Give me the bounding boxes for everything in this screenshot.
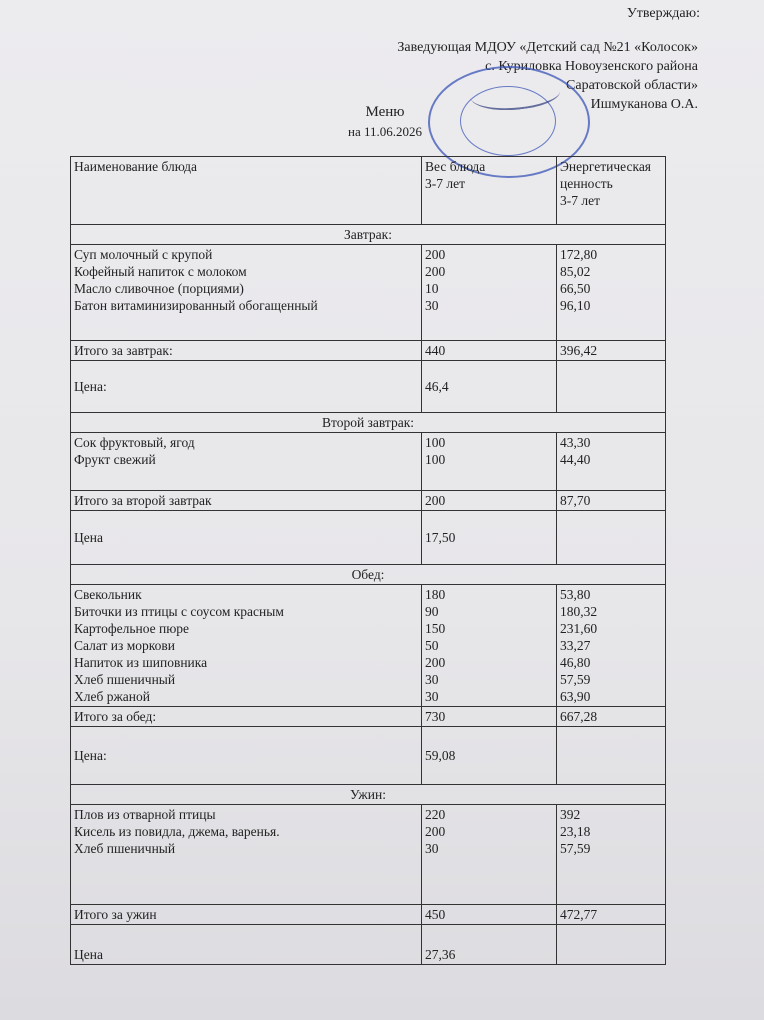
price-row (71, 925, 666, 965)
header-energy: Энергетическая ценность 3-7 лет (557, 157, 666, 225)
price-empty (557, 925, 666, 965)
dish-names: Свекольник Биточки из птицы с соусом красным Картофельное пюре Салат из моркови Напиток из шиповника Хлеб пшеничный Хлеб ржаной (71, 585, 422, 707)
table-row (71, 805, 666, 905)
dish-weights: 200 200 10 30 (422, 245, 557, 341)
price-label: Цена (71, 511, 422, 565)
dish-names: Суп молочный с крупой Кофейный напиток с молоком Масло сливочное (порциями) Батон витаминизированный обогащенный (71, 245, 422, 341)
header-weight: Вес блюда 3-7 лет (422, 157, 557, 225)
approval-village: с. Куриловка Новоузенского района (485, 59, 698, 74)
price-label: Цена (71, 925, 422, 965)
dish-names: Сок фруктовый, ягод Фрукт свежий (71, 433, 422, 491)
total-energy: 472,77 (557, 905, 666, 925)
section-title: Ужин: (71, 785, 666, 805)
section-title: Второй завтрак: (71, 413, 666, 433)
price-label: Цена: (71, 727, 422, 785)
approval-title: Утверждаю: (626, 6, 700, 21)
total-label: Итого за второй завтрак (71, 491, 422, 511)
section-row-breakfast (71, 225, 666, 245)
dish-energy: 43,30 44,40 (557, 433, 666, 491)
dish-names: Плов из отварной птицы Кисель из повидла, джема, варенья. Хлеб пшеничный (71, 805, 422, 905)
price-value: 59,08 (422, 727, 557, 785)
price-value: 27,36 (422, 925, 557, 965)
total-row (71, 341, 666, 361)
dish-weights: 220 200 30 (422, 805, 557, 905)
section-row-lunch (71, 565, 666, 585)
section-row-dinner (71, 785, 666, 805)
total-row (71, 905, 666, 925)
table-row (71, 585, 666, 707)
price-empty (557, 727, 666, 785)
header-name: Наименование блюда (71, 157, 422, 225)
total-row (71, 491, 666, 511)
price-empty (557, 361, 666, 413)
total-label: Итого за завтрак: (71, 341, 422, 361)
approval-region: Саратовской области» (566, 78, 698, 93)
price-row (71, 511, 666, 565)
table-row (71, 245, 666, 341)
section-title: Завтрак: (71, 225, 666, 245)
total-energy: 667,28 (557, 707, 666, 727)
total-label: Итого за обед: (71, 707, 422, 727)
price-row (71, 361, 666, 413)
dish-weights: 100 100 (422, 433, 557, 491)
table-row (71, 433, 666, 491)
section-row-second-breakfast (71, 413, 666, 433)
page-title: Меню (365, 104, 405, 120)
total-weight: 730 (422, 707, 557, 727)
total-weight: 440 (422, 341, 557, 361)
section-title: Обед: (71, 565, 666, 585)
menu-date: на 11.06.2026 (348, 124, 422, 139)
dish-energy: 53,80 180,32 231,60 33,27 46,80 57,59 63,90 (557, 585, 666, 707)
total-energy: 87,70 (557, 491, 666, 511)
dish-energy: 172,80 85,02 66,50 96,10 (557, 245, 666, 341)
price-row (71, 727, 666, 785)
total-weight: 200 (422, 491, 557, 511)
approval-signer: Ишмуканова О.А. (590, 97, 698, 112)
dish-energy: 392 23,18 57,59 (557, 805, 666, 905)
dish-weights: 180 90 150 50 200 30 30 (422, 585, 557, 707)
total-label: Итого за ужин (71, 905, 422, 925)
header-row (71, 157, 666, 225)
approval-institution: Заведующая МДОУ «Детский сад №21 «Колосок» (397, 40, 698, 55)
total-weight: 450 (422, 905, 557, 925)
total-row (71, 707, 666, 727)
total-energy: 396,42 (557, 341, 666, 361)
price-label: Цена: (71, 361, 422, 413)
price-value: 46,4 (422, 361, 557, 413)
menu-table (70, 156, 666, 965)
price-empty (557, 511, 666, 565)
price-value: 17,50 (422, 511, 557, 565)
